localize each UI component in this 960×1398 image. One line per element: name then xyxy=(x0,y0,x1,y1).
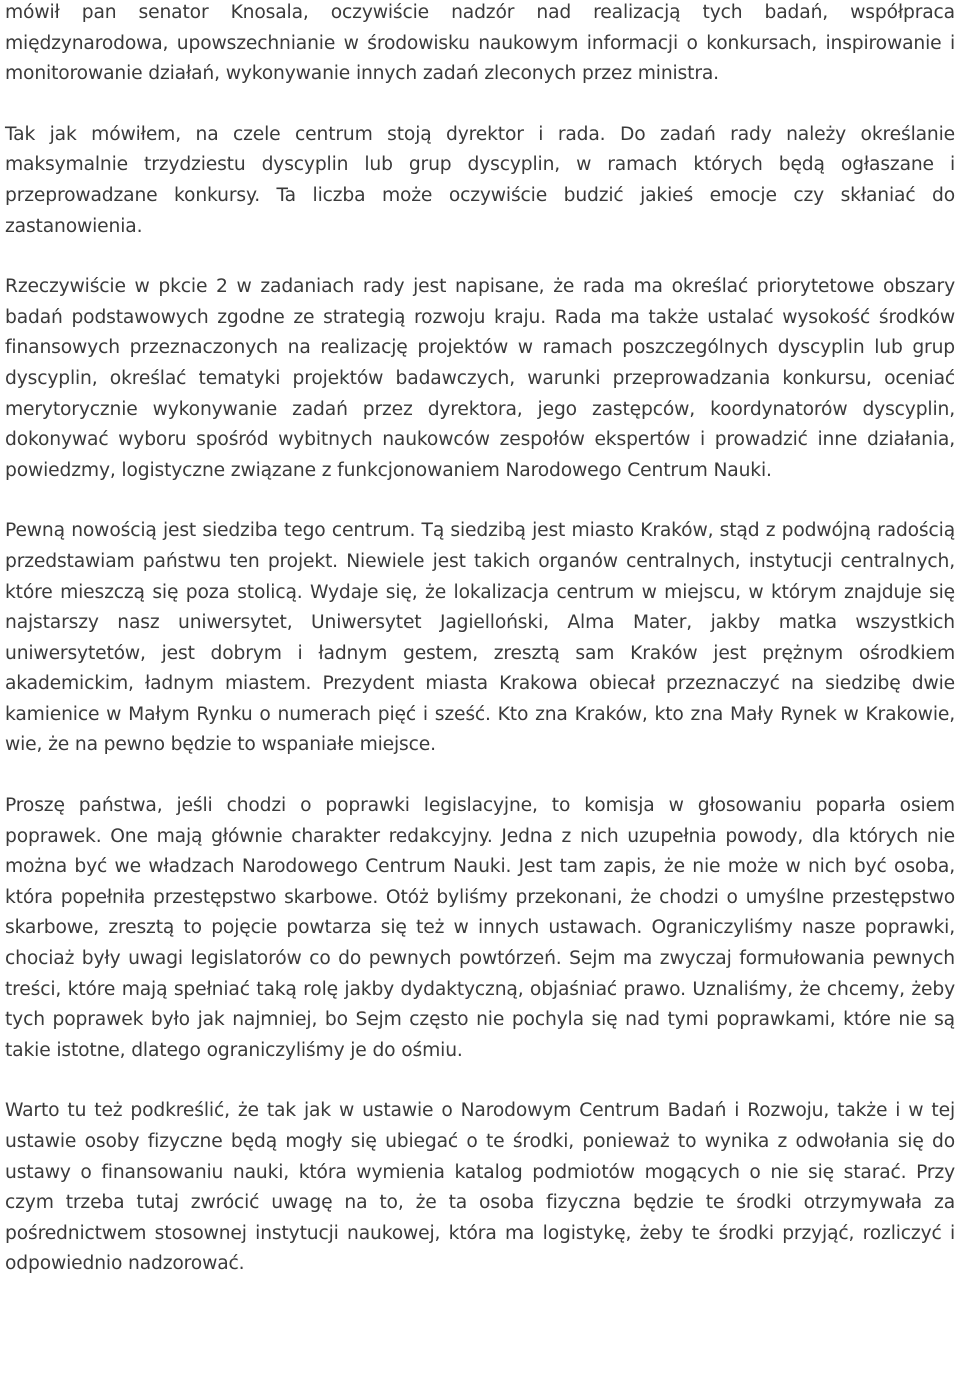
paragraph-6: Warto tu też podkreślić, że tak jak w ustawie o Narodowym Centrum Badań i Rozwoju, także i w tej ustawie osoby fizyczne będą mogły się ubiegać o te środki, ponieważ to wynika z odwołania się do ustawy o finansowaniu nauki, która wymienia katalog podmiotów mogących o nie się starać. Przy czym trzeba tutaj zwrócić uwagę na to, że ta osoba fizyczna będzie te środki otrzymywała za pośrednictwem stosownej instytucji naukowej, która ma logistykę, żeby te środki przyjąć, rozliczyć i odpowiednio nadzorować. xyxy=(5,1100,955,1275)
paragraph-4: Pewną nowością jest siedziba tego centrum. Tą siedzibą jest miasto Kraków, stąd z podwójną radością przedstawiam państwu ten projekt. Niewiele jest takich organów centralnych, instytucji centralnych, które mieszczą się poza stolicą. Wydaje się, że lokalizacja centrum w miejscu, w którym znajduje się najstarszy nasz uniwersytet, Uniwersytet Jagielloński, Alma Mater, jakby matka wszystkich uniwersytetów, jest dobrym i ładnym gestem, zresztą sam Kraków jest prężnym ośrodkiem akademickim, ładnym miastem. Prezydent miasta Krakowa obiecał przeznaczyć na siedzibę dwie kamienice w Małym Rynku o numerach pięć i sześć. Kto zna Kraków, kto zna Mały Rynek w Krakowie, wie, że na pewno będzie to wspaniałe miejsce. xyxy=(5,520,955,756)
paragraph-1: mówił pan senator Knosala, oczywiście nadzór nad realizacją tych badań, współpraca międzynarodowa, upowszechnianie w środowisku naukowym informacji o konkursach, inspirowanie i monitorowanie działań, wykonywanie innych zadań zleconych przez ministra. xyxy=(5,2,955,85)
paragraph-3: Rzeczywiście w pkcie 2 w zadaniach rady jest napisane, że rada ma określać priorytetowe obszary badań podstawowych zgodne ze strategią rozwoju kraju. Rada ma także ustalać wysokość środków finansowych przeznaczonych na realizację projektów w ramach poszczególnych dyscyplin lub grup dyscyplin, określać tematyki projektów badawczych, warunki przeprowadzania konkursu, oceniać merytorycznie wykonywanie zadań przez dyrektora, jego zastępców, koordynatorów dyscyplin, dokonywać wyboru spośród wybitnych naukowców zespołów ekspertów i prowadzić inne działania, powiedzmy, logistyczne związane z funkcjonowaniem Narodowego Centrum Nauki. xyxy=(5,276,955,481)
paragraph-2: Tak jak mówiłem, na czele centrum stoją dyrektor i rada. Do zadań rady należy określanie maksymalnie trzydziestu dyscyplin lub grup dyscyplin, w ramach których będą ogłaszane i przeprowadzane konkursy. Ta liczba może oczywiście budzić jakieś emocje czy skłaniać do zastanowienia. xyxy=(5,123,955,237)
paragraph-5: Proszę państwa, jeśli chodzi o poprawki legislacyjne, to komisja w głosowaniu poparła osiem poprawek. One mają głównie charakter redakcyjny. Jedna z nich uzupełnia powody, dla których nie można być we władzach Narodowego Centrum Nauki. Jest tam zapis, że nie może w nich być osoba, która popełniła przestępstwo skarbowe. Otóż byliśmy przekonani, że chodzi o umyślne przestępstwo skarbowe, zresztą to pojęcie powtarza się też w innych ustawach. Ograniczyliśmy nasze poprawki, chociaż były uwagi legislatorów co do pewnych powtórzeń. Sejm ma zwyczaj formułowania pewnych treści, które mają spełniać taką rolę jakby dydaktyczną, objaśniać prawo. Uznaliśmy, że chcemy, żeby tych poprawek było jak najmniej, bo Sejm często nie pochyla się nad tymi poprawkami, które nie są takie istotne, dlatego ograniczyliśmy je do ośmiu. xyxy=(5,795,955,1061)
